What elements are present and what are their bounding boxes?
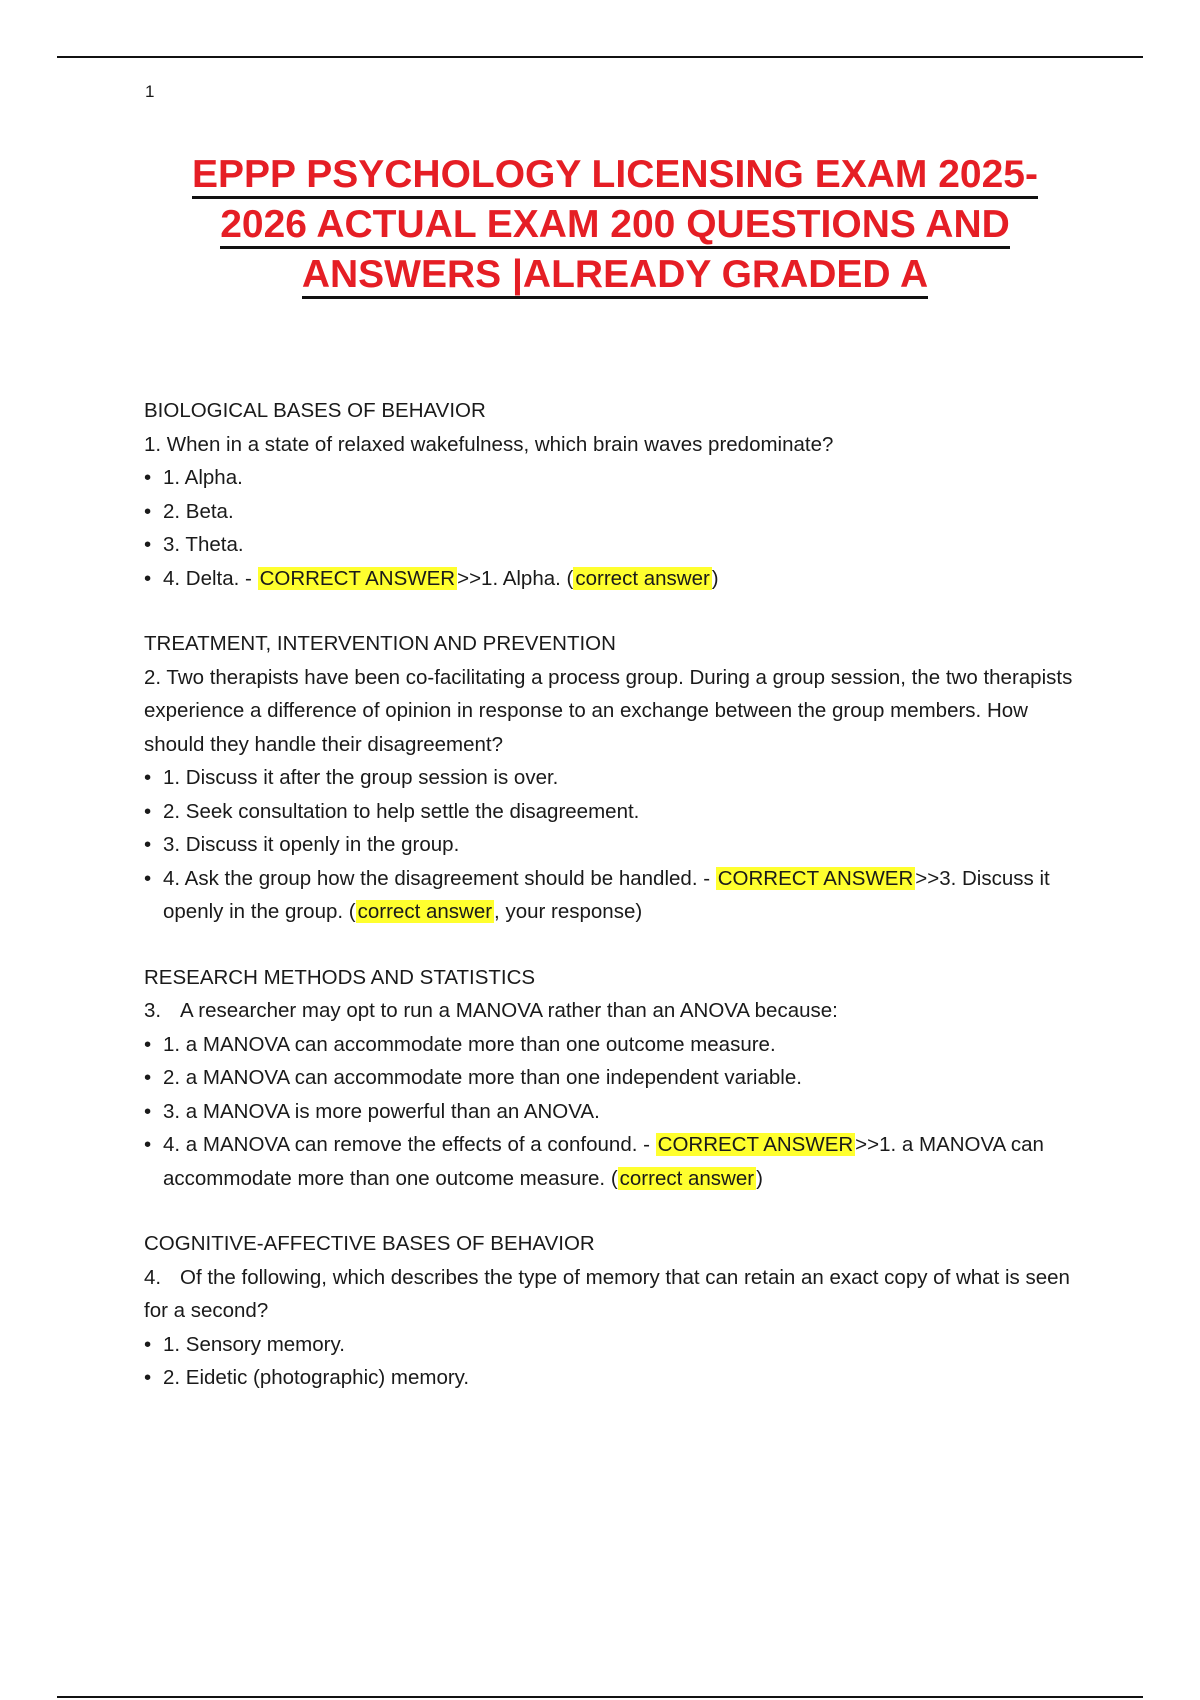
title-line-1: EPPP PSYCHOLOGY LICENSING EXAM 2025- xyxy=(192,153,1038,199)
question-block-3 xyxy=(144,961,1084,1196)
question-block-1 xyxy=(144,394,1084,595)
option-item: • 2. Beta. xyxy=(144,495,1084,529)
bullet-icon: • xyxy=(144,1032,152,1056)
bullet-icon: • xyxy=(144,566,152,590)
option-item: • 2. Eidetic (photographic) memory. xyxy=(144,1361,1084,1395)
bullet-icon: • xyxy=(144,799,152,823)
option-item: • 1. Alpha. xyxy=(144,461,1084,495)
bullet-icon: • xyxy=(144,1099,152,1123)
section-heading: TREATMENT, INTERVENTION AND PREVENTION xyxy=(144,632,616,655)
option-item-with-answer: • 4. Ask the group how the disagreement should be handled. - CORRECT ANSWER>>3. Discuss it openly in the group. (correct answer, your response) xyxy=(144,862,1084,929)
question-text: 1. When in a state of relaxed wakefulness, which brain waves predominate? xyxy=(144,432,834,456)
bullet-icon: • xyxy=(144,866,152,890)
correct-answer-tag: correct answer xyxy=(575,566,710,590)
section-heading: COGNITIVE-AFFECTIVE BASES OF BEHAVIOR xyxy=(144,1232,595,1255)
option-item-with-answer: • 4. Delta. - CORRECT ANSWER>>1. Alpha. (correct answer) xyxy=(144,562,1084,596)
option-item: • 1. Discuss it after the group session is over. xyxy=(144,761,1084,795)
question-block-2 xyxy=(144,627,1084,929)
correct-answer-tag: correct answer xyxy=(619,1166,755,1190)
option-item: • 1. a MANOVA can accommodate more than one outcome measure. xyxy=(144,1028,1084,1062)
bullet-icon: • xyxy=(144,1066,152,1089)
document-title xyxy=(120,150,1110,300)
title-line-2: 2026 ACTUAL EXAM 200 QUESTIONS AND xyxy=(220,203,1010,249)
page-number: 1 xyxy=(145,82,155,101)
section-heading: RESEARCH METHODS AND STATISTICS xyxy=(144,965,536,989)
bullet-icon: • xyxy=(144,466,152,489)
title-line-3: ANSWERS |ALREADY GRADED A xyxy=(302,253,928,299)
option-item: • 3. a MANOVA is more powerful than an ANOVA. xyxy=(144,1095,1084,1129)
answer-text: >>1. Alpha. ( xyxy=(457,566,574,590)
option-item: • 2. a MANOVA can accommodate more than one independent variable. xyxy=(144,1061,1084,1095)
correct-answer-label: CORRECT ANSWER xyxy=(259,566,456,590)
option-item: • 3. Discuss it openly in the group. xyxy=(144,828,1084,862)
bullet-icon: • xyxy=(144,1332,152,1356)
question-text: 2. Two therapists have been co-facilitating a process group. During a group session, the two therapists experience a difference of opinion in response to an exchange between the group members. How should they handle their disagreement? xyxy=(144,665,1073,756)
correct-answer-tag: correct answer xyxy=(357,900,493,923)
option-item: • 3. Theta. xyxy=(144,528,1084,562)
option-item-with-answer: • 4. a MANOVA can remove the effects of a confound. - CORRECT ANSWER>>1. a MANOVA can accommodate more than one outcome measure. (correct answer) xyxy=(144,1128,1084,1195)
option-item: • 2. Seek consultation to help settle the disagreement. xyxy=(144,795,1084,829)
top-rule xyxy=(57,56,1143,58)
answer-text: >>1. a MANOVA can accommodate more than one outcome measure. ( xyxy=(163,1133,1044,1190)
bullet-icon: • xyxy=(144,833,152,856)
bullet-icon: • xyxy=(144,533,152,556)
bullet-icon: • xyxy=(144,1133,152,1156)
document-body xyxy=(144,394,1084,1427)
bottom-rule xyxy=(57,1696,1143,1698)
option-item: • 1. Sensory memory. xyxy=(144,1328,1084,1362)
bullet-icon: • xyxy=(144,499,152,523)
question-text: 3. A researcher may opt to run a MANOVA rather than an ANOVA because: xyxy=(144,999,838,1022)
section-heading: BIOLOGICAL BASES OF BEHAVIOR xyxy=(144,399,486,422)
bullet-icon: • xyxy=(144,766,152,789)
question-block-4 xyxy=(144,1227,1084,1395)
correct-answer-label: CORRECT ANSWER xyxy=(717,866,914,890)
answer-text: >>3. Discuss it openly in the group. ( xyxy=(163,866,1050,923)
correct-answer-label: CORRECT ANSWER xyxy=(657,1133,854,1156)
bullet-icon: • xyxy=(144,1366,152,1389)
question-text: 4. Of the following, which describes the type of memory that can retain an exact copy of what is seen for a second? xyxy=(144,1265,1070,1322)
